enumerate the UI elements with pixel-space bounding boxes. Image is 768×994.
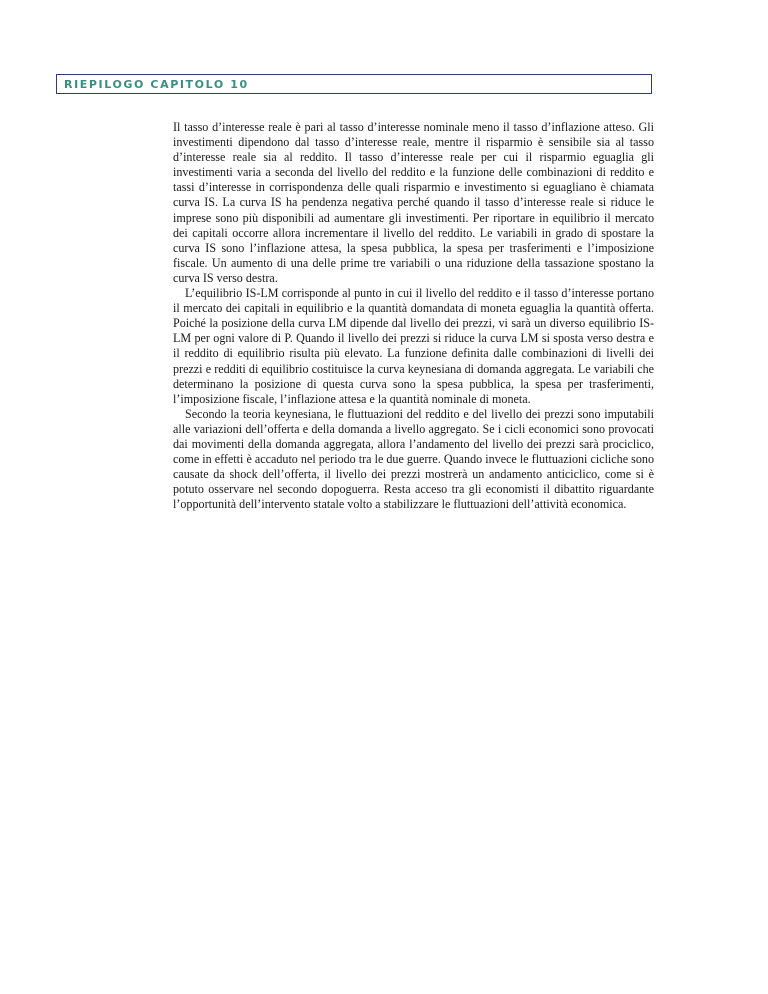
summary-paragraph: Secondo la teoria keynesiana, le fluttuazioni del reddito e del livello dei prezzi sono imputabili alle variazioni dell’offerta e della domanda a livello aggregato. Se i cicli economici sono provocati dai movimenti della domanda aggregata, allora l’andamento del livello dei prezzi sarà prociclico, come in effetti è accaduto nel periodo tra le due guerre. Quando invece le fluttuazioni cicliche sono causate da shock dell’offerta, il livello dei prezzi mostrerà un andamento anticiclico, come si è potuto osservare nel secondo dopoguerra. Resta acceso tra gli economisti il dibattito riguardante l’opportunità dell’intervento statale volto a stabilizzare le fluttuazioni dell’attività economica. [173,406,654,512]
chapter-summary-title: RIEPILOGO CAPITOLO 10 [64,77,249,91]
summary-paragraph: Il tasso d’interesse reale è pari al tasso d’interesse nominale meno il tasso d’inflazione atteso. Gli investimenti dipendono dal tasso d’interesse reale, mentre il risparmio è sensibile sia al tasso d’interesse reale sia al reddito. Il tasso d’interesse reale per cui il risparmio eguaglia gli investimenti varia a seconda del livello del reddito e la funzione delle combinazioni di reddito e tassi d’interesse in corrispondenza delle quali risparmio e investimento si eguagliano è chiamata curva IS. La curva IS ha pendenza negativa perché quando il tasso d’interesse reale si riduce le imprese sono più disponibili ad aumentare gli investimenti. Per riportare in equilibrio il mercato dei capitali occorre allora incrementare il livello del reddito. Le variabili in grado di spostare la curva IS sono l’inflazione attesa, la spesa pubblica, la spesa per trasferimenti e l’imposizione fiscale. Un aumento di una delle prime tre variabili o una riduzione della tassazione spostano la curva IS verso destra. [173,120,654,285]
chapter-summary-header [56,74,652,94]
chapter-summary-body [173,120,654,512]
summary-paragraph: L’equilibrio IS-LM corrisponde al punto in cui il livello del reddito e il tasso d’interesse portano il mercato dei capitali in equilibrio e la quantità domandata di moneta eguaglia la quantità offerta. Poiché la posizione della curva LM dipende dal livello dei prezzi, vi sarà un diverso equilibrio IS-LM per ogni valore di P. Quando il livello dei prezzi si riduce la curva LM si sposta verso destra e il reddito di equilibrio risulta più elevato. La funzione definita dalle combinazioni di livelli dei prezzi e redditi di equilibrio costituisce la curva keynesiana di domanda aggregata. Le variabili che determinano la posizione di questa curva sono la spesa pubblica, la spesa per trasferimenti, l’imposizione fiscale, l’inflazione attesa e la quantità nominale di moneta. [173,286,654,406]
